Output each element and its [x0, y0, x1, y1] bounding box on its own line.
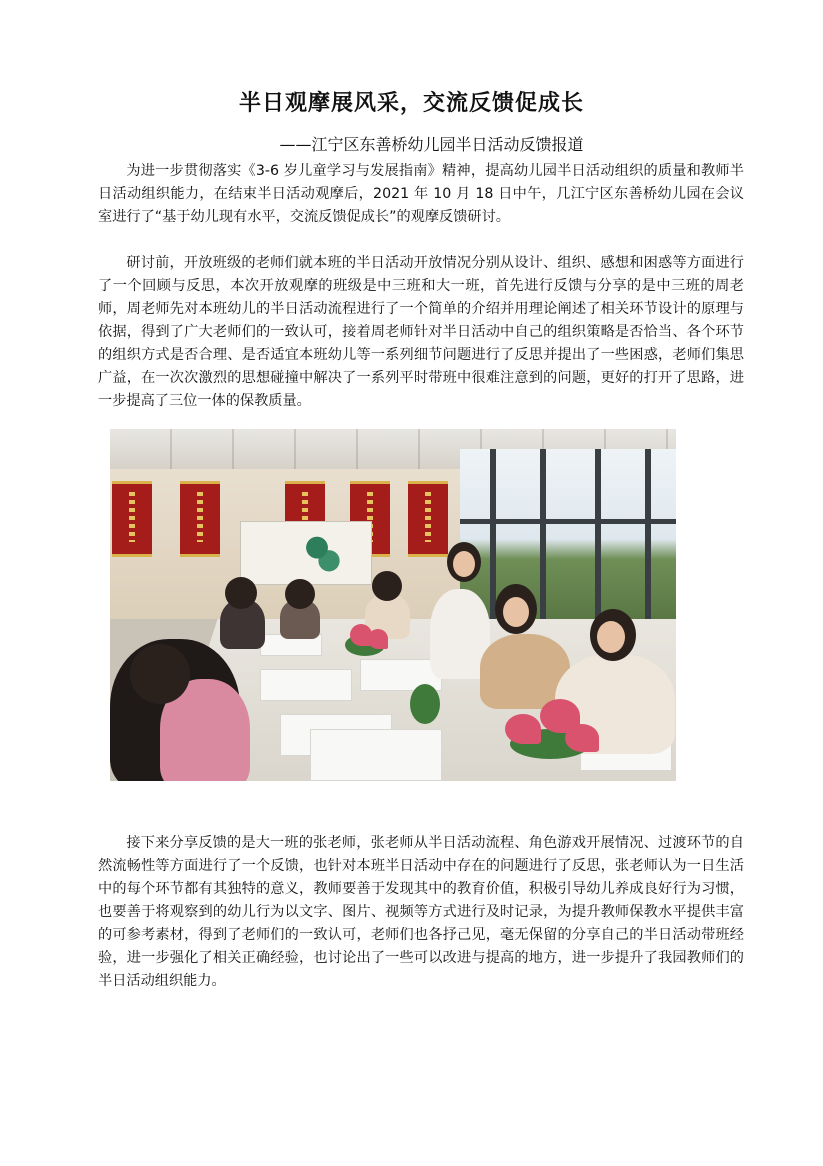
document-paper: [310, 729, 442, 781]
red-banner: [112, 481, 152, 557]
person-face: [503, 597, 529, 627]
article-subtitle: ——江宁区东善桥幼儿园半日活动反馈报道: [279, 135, 584, 154]
paragraph-3: 接下来分享反馈的是大一班的张老师，张老师从半日活动流程、角色游戏开展情况、过渡环节的自然流畅性等方面进行了一个反馈，也针对本班半日活动中存在的问题进行了反思，张老师认为一日生活中的每个环节都有其独特的意义，教师要善于发现其中的教育价值，积极引导幼儿养成良好行为习惯，也要善于将观察到的幼儿行为以文字、图片、视频等方式进行及时记录，为提升教师保教水平提供丰富的可参考素材，得到了老师们的一致认可，老师们也各抒己见，毫无保留的分享自己的半日活动带班经验，进一步强化了相关正确经验，也讨论出了一些可以改进与提高的地方，进一步提升了我园教师们的半日活动组织能力。: [98, 835, 744, 989]
person-face: [597, 621, 625, 653]
potted-plant: [505, 714, 541, 744]
red-banner: [180, 481, 220, 557]
document-paper: [260, 669, 352, 701]
person-face: [453, 551, 475, 577]
person-head: [372, 571, 402, 601]
person-head: [130, 644, 190, 704]
person-head: [225, 577, 257, 609]
potted-plant: [368, 629, 388, 649]
red-banner: [408, 481, 448, 557]
plant-poster: [240, 521, 372, 585]
article-title: 半日观摩展风采，交流反馈促成长: [238, 90, 584, 116]
potted-plant: [410, 684, 440, 724]
person-head: [285, 579, 315, 609]
paragraph-1: 为进一步贯彻落实《3-6 岁儿童学习与发展指南》精神，提高幼儿园半日活动组织的质量和教师半日活动组织能力，在结束半日活动观摩后，2021 年 10 月 18 日中午，几江宁区东善桥幼儿园在会议室进行了“基于幼儿现有水平，交流反馈促成长”的观摩反馈研讨。: [98, 163, 744, 225]
meeting-photo: [110, 429, 676, 781]
paragraph-2: 研讨前，开放班级的老师们就本班的半日活动开放情况分别从设计、组织、感想和困惑等方面进行了一个回顾与反思，本次开放观摩的班级是中三班和大一班，首先进行反馈与分享的是中三班的周老师，周老师先对本班幼儿的半日活动流程进行了一个简单的介绍并用理论阐述了相关环节设计的原理与依据，得到了广大老师们的一致认可，接着周老师针对半日活动中自己的组织策略是否恰当、各个环节的组织方式是否合理、是否适宜本班幼儿等一系列细节问题进行了反思并提出了一些困惑，老师们集思广益，在一次次激烈的思想碰撞中解决了一系列平时带班中很难注意到的问题，更好的打开了思路，进一步提高了三位一体的保教质量。: [98, 255, 744, 409]
potted-plant: [565, 724, 599, 752]
photo-window-frame: [460, 519, 676, 524]
